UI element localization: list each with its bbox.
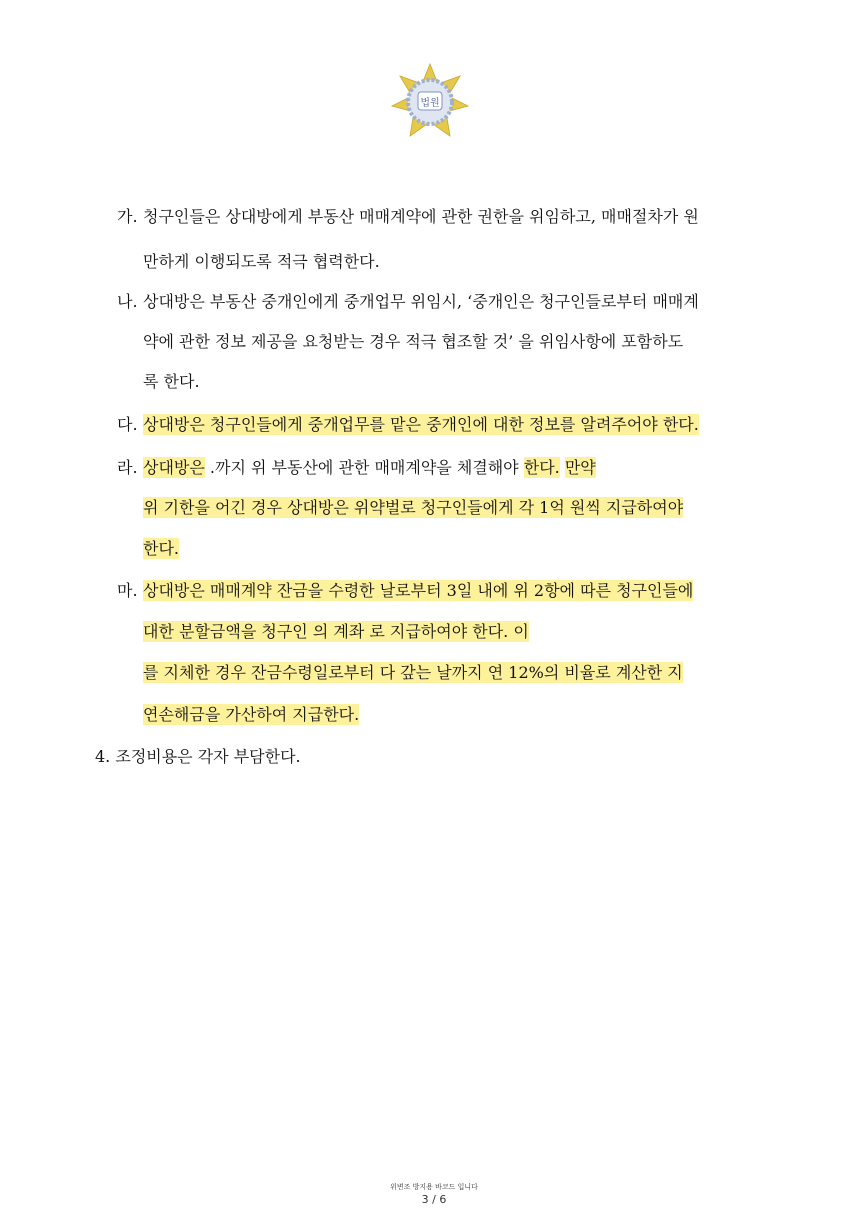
text-segment: 청구인들은 상대방에게 부동산 매매계약에 관한 권한을 위임하고, 매매절차가 원 [143,207,699,226]
item-line [143,580,758,602]
page-number: 3 / 6 [421,1193,447,1206]
item-line [143,414,758,436]
highlighted-text: 만약 [564,458,596,477]
item-label: 다. [117,415,138,434]
closing-label: 4. [95,747,116,766]
text-segment: 록 한다. [143,372,200,391]
item-label: 나. [117,292,138,311]
item-line [143,457,758,479]
text-segment: 상대방은 부동산 중개인에게 중개업무 위임시, ‘중개인은 청구인들로부터 매매계 [143,292,699,311]
item-label: 마. [117,581,138,600]
closing-text: 조정비용은 각자 부담한다. [115,747,301,766]
highlighted-text: 위 기한을 어긴 경우 상대방은 위약벌로 청구인들에게 각 1억 원씩 지급하여야 [143,498,684,517]
text-segment: .까지 위 부동산에 관한 매매계약을 체결해야 [204,458,524,477]
item-line [143,291,758,313]
item-line [143,497,758,519]
item-line [143,251,758,273]
item-line [143,206,758,228]
item-line [143,704,758,726]
highlighted-text: 한다. [143,539,179,558]
text-segment: 약에 관한 정보 제공을 요청받는 경우 적극 협조할 것’ 을 위임사항에 포함하도 [143,332,684,351]
item-line [143,621,758,643]
item-line [143,538,758,560]
highlighted-text: 상대방은 매매계약 잔금을 수령한 날로부터 3일 내에 위 2항에 따른 청구인들에 [143,581,694,600]
barcode-note: 위변조 방지용 바코드 입니다 [390,1183,478,1191]
highlighted-text: 를 지체한 경우 잔금수령일로부터 다 갚는 날까지 연 12%의 비율로 계산한 지 [143,663,683,682]
highlighted-text: 대한 분할금액을 청구인 의 계좌 로 지급하여야 한다. 이 [143,622,529,641]
highlighted-text: 연손해금을 가산하여 지급한다. [143,705,360,724]
emblem-text: 법원 [420,98,440,109]
highlighted-text: 한다. [523,458,560,477]
highlighted-text: 상대방은 [143,458,205,477]
item-label: 라. [117,458,138,477]
text-segment: 만하게 이행되도록 적극 협력한다. [143,252,380,271]
highlighted-text: 상대방은 청구인들에게 중개업무를 맡은 중개인에 대한 정보를 알려주어야 한다. [143,415,699,434]
item-line [143,331,758,353]
closing-clause [95,746,301,768]
item-line [143,371,758,393]
item-label: 가. [117,207,138,226]
court-emblem [390,62,470,142]
item-line [143,662,758,684]
